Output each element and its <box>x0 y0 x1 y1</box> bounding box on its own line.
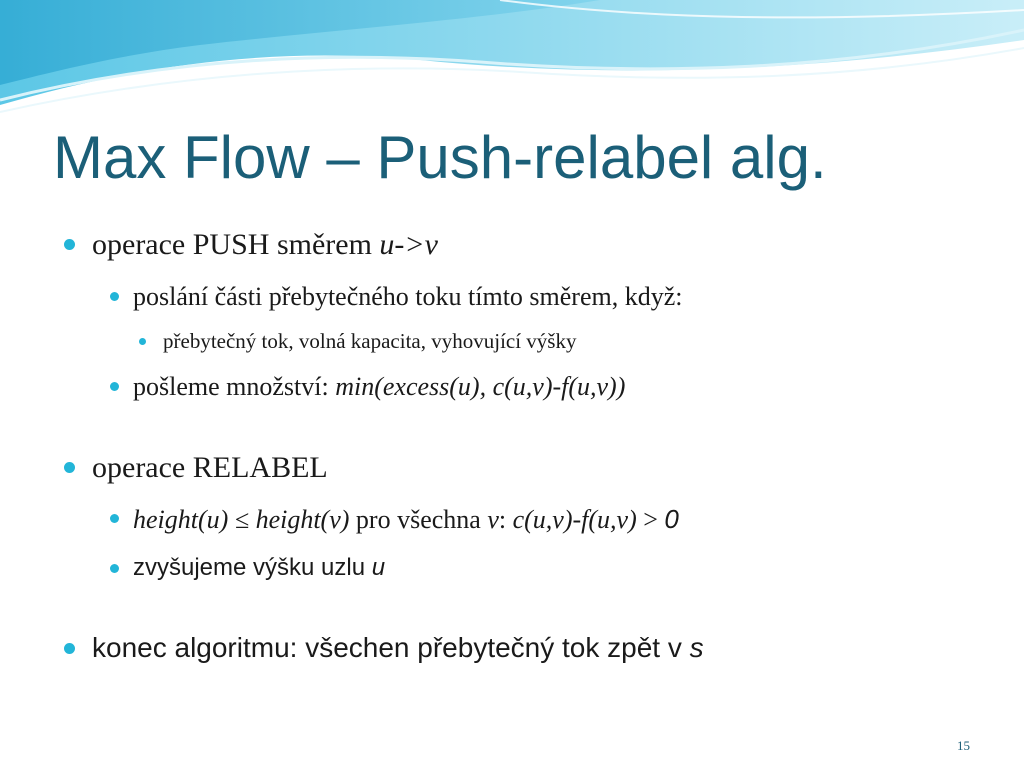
relabel-math-residual: c(u,v)-f(u,v) <box>512 505 637 534</box>
bullet-relabel-increase-math: u <box>371 554 386 581</box>
bullet-push-text: operace PUSH směrem <box>92 228 380 261</box>
relabel-math-v: v <box>487 505 499 534</box>
bullet-relabel-condition <box>133 506 679 533</box>
bullet-dot-icon <box>64 239 75 250</box>
relabel-text-for-all: pro všechna <box>349 505 488 534</box>
bullet-end-math: s <box>689 632 704 663</box>
bullet-dot-icon <box>64 462 75 473</box>
bullet-dot-icon <box>110 514 119 523</box>
relabel-text-colon: : <box>498 505 513 534</box>
bullet-push-condition: poslání části přebytečného toku tímto směrem, když: <box>133 282 683 311</box>
bullet-push-amount <box>133 374 625 400</box>
bullet-dot-icon <box>139 338 146 345</box>
bullet-push-math: u->v <box>379 228 438 261</box>
bullet-push-amount-math: min(excess(u), c(u,v)-f(u,v)) <box>335 372 626 401</box>
bullet-dot-icon <box>110 292 119 301</box>
relabel-math-zero: 0 <box>664 504 679 534</box>
bullet-relabel-increase <box>133 556 385 580</box>
bullet-relabel-increase-text: zvyšujeme výšku uzlu <box>133 554 372 581</box>
bullet-end <box>92 634 704 662</box>
bullet-push <box>92 230 438 260</box>
bullet-end-text: konec algoritmu: všechen přebytečný tok zpět v <box>92 632 690 663</box>
bullet-dot-icon <box>64 643 75 654</box>
bullet-relabel: operace RELABEL <box>92 451 328 484</box>
header-wave-decoration <box>0 0 1024 130</box>
relabel-math-height: height(u) ≤ height(v) <box>133 505 350 534</box>
bullet-push-amount-text: pošleme množství: <box>133 372 336 401</box>
bullet-dot-icon <box>110 382 119 391</box>
slide-title: Max Flow – Push-relabel alg. <box>53 124 827 191</box>
bullet-dot-icon <box>110 564 119 573</box>
relabel-text-gt: > <box>636 505 665 534</box>
page-number: 15 <box>957 738 970 753</box>
bullet-push-condition-detail: přebytečný tok, volná kapacita, vyhovující výšky <box>163 329 577 353</box>
